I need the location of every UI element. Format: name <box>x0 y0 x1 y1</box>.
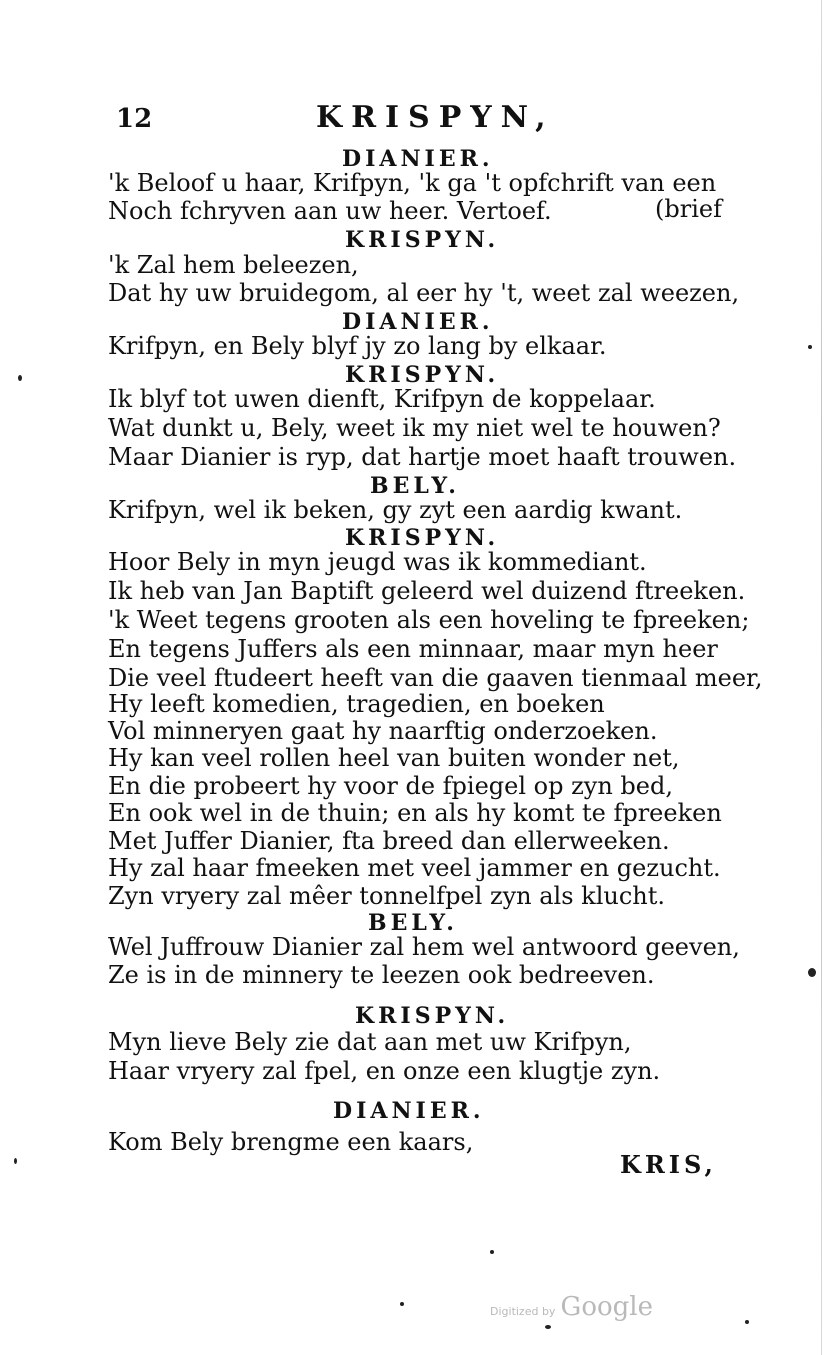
speaker-heading: BELY. <box>368 910 458 936</box>
verse-line: Krifpyn, wel ik beken, gy zyt een aardig kwant. <box>108 496 683 524</box>
verse-line: Met Juffer Dianier, fta breed dan ellerweeken. <box>108 827 670 855</box>
catchword: KRIS, <box>620 1150 717 1179</box>
verse-line: Hy zal haar fmeeken met veel jammer en gezucht. <box>108 854 721 882</box>
speaker-heading: KRISPYN. <box>345 362 500 388</box>
speaker-heading: DIANIER. <box>333 1098 485 1124</box>
speaker-heading: KRISPYN. <box>355 1003 510 1029</box>
verse-line: Haar vryery zal fpel, en onze een klugtje zyn. <box>108 1057 661 1085</box>
scan-speck <box>745 1320 749 1324</box>
scan-speck <box>808 968 816 977</box>
verse-line: Ze is in de minnery te leezen ook bedreeven. <box>108 961 655 989</box>
scan-speck <box>545 1325 551 1329</box>
page-number: 12 <box>116 104 153 134</box>
verse-line: Hy leeft komedien, tragedien, en boeken <box>108 690 605 718</box>
speaker-heading: DIANIER. <box>342 309 494 335</box>
verse-line: Vol minneryen gaat hy naarftig onderzoeken. <box>108 717 658 745</box>
verse-line: Kom Bely brengme een kaars, <box>108 1128 474 1156</box>
verse-line: En tegens Juffers als een minnaar, maar myn heer <box>108 635 718 663</box>
verse-line: Wat dunkt u, Bely, weet ik my niet wel te houwen? <box>108 414 721 442</box>
verse-line: En ook wel in de thuin; en als hy komt te fpreeken <box>108 799 722 827</box>
speaker-heading: KRISPYN. <box>345 525 500 551</box>
verse-line: Dat hy uw bruidegom, al eer hy 't, weet zal weezen, <box>108 279 740 307</box>
verse-line: Krifpyn, en Bely blyf jy zo lang by elkaar. <box>108 332 607 360</box>
verse-line: En die probeert hy voor de fpiegel op zyn bed, <box>108 772 673 800</box>
verse-line: Ik heb van Jan Baptift geleerd wel duizend ftreeken. <box>108 577 746 605</box>
watermark-brand: Google <box>560 1292 653 1322</box>
verse-line: 'k Weet tegens grooten als een hoveling te fpreeken; <box>108 606 750 634</box>
speaker-heading: BELY. <box>370 473 460 499</box>
verse-line: Wel Juffrouw Dianier zal hem wel antwoord geeven, <box>108 933 740 961</box>
verse-line: Hy kan veel rollen heel van buiten wonder net, <box>108 744 680 772</box>
running-title: KRISPYN, <box>316 100 555 135</box>
scan-speck <box>400 1302 404 1306</box>
speaker-heading: DIANIER. <box>342 146 494 172</box>
verse-line: Myn lieve Bely zie dat aan met uw Krifpyn, <box>108 1028 632 1056</box>
verse-line: Ik blyf tot uwen dienft, Krifpyn de koppelaar. <box>108 385 656 413</box>
verse-line: Die veel ftudeert heeft van die gaaven tienmaal meer, <box>108 664 763 692</box>
page-gutter-line <box>821 0 822 1355</box>
scan-speck <box>808 345 812 349</box>
speaker-heading: KRISPYN. <box>345 227 500 253</box>
scan-speck <box>490 1250 494 1254</box>
verse-line: Hoor Bely in myn jeugd was ik kommediant. <box>108 548 647 576</box>
watermark <box>490 1292 653 1322</box>
verse-line: Zyn vryery zal mêer tonnelfpel zyn als klucht. <box>108 882 666 910</box>
page-header <box>116 100 776 140</box>
scan-speck <box>14 1158 17 1164</box>
verse-line: Maar Dianier is ryp, dat hartje moet haaft trouwen. <box>108 443 737 471</box>
turnover-word: (brief <box>655 195 722 223</box>
verse-line: 'k Beloof u haar, Krifpyn, 'k ga 't opfchrift van een <box>108 169 717 197</box>
scan-speck <box>18 375 22 381</box>
verse-line: 'k Zal hem beleezen, <box>108 251 359 279</box>
verse-line: Noch fchryven aan uw heer. Vertoef. <box>108 197 552 225</box>
watermark-prefix: Digitized by <box>490 1305 556 1318</box>
